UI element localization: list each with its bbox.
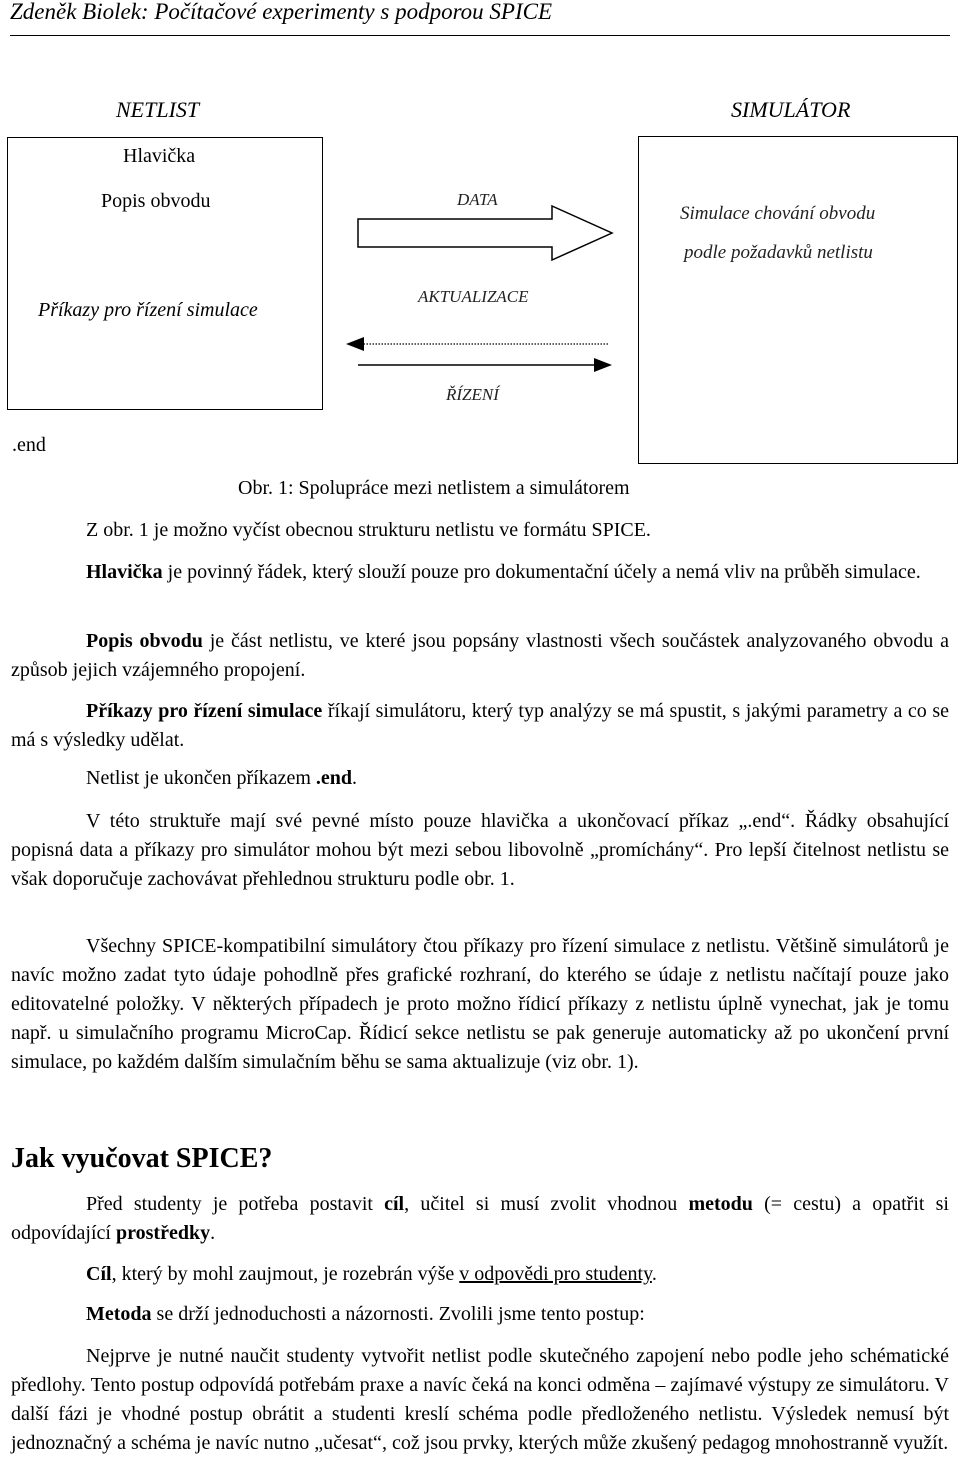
term-goal-2: Cíl (86, 1263, 112, 1285)
paragraph-procedure: Nejprve je nutné naučit studenty vytvořit netlist podle skutečného zapojení nebo podle jeho schématické předlohy. Tento postup odpovídá potřebám praxe a navíc čeká na konci odměna – zajímavé výstupy ze simulátoru. V další fázi je vhodné postup obrátit a studenti kreslí schéma podle předloženého netlistu. Výsledek nemusí být jednoznačný a schéma je navíc nutno „učesat“, což jsou prvky, kterých může zkušený pedagog mnohostranně využít. (11, 1345, 949, 1454)
term-goal: cíl (384, 1193, 405, 1215)
paragraph-commands-text: říkají simulátoru, který typ analýzy se má spustit, s jakými parametry a co se má s výsledky udělat. (11, 700, 949, 751)
term-circuit: Popis obvodu (86, 630, 203, 652)
paragraph-end (86, 764, 949, 793)
data-arrow (358, 206, 612, 260)
paragraph-header-text: je povinný řádek, který slouží pouze pro dokumentační účely a nemá vliv na průběh simulace. (162, 561, 921, 583)
netlist-title: NETLIST (116, 97, 200, 122)
netlist-line-commands: Příkazy pro řízení simulace (38, 299, 258, 321)
p8-text-d: (= cestu) a opatřit si odpovídající (11, 1193, 949, 1244)
p10-text: se drží jednoduchosti a názornosti. Zvolili jsme tento postup: (151, 1303, 645, 1325)
term-method: metodu (688, 1193, 753, 1215)
paragraph-circuit-text: je část netlistu, ve které jsou popsány vlastnosti všech součástek analyzovaného obvodu a způsob jejich vzájemného propojení. (11, 630, 949, 681)
paragraph-simulators: Všechny SPICE-kompatibilní simulátory čtou příkazy pro řízení simulace z netlistu. Většině simulátorů je navíc možno zadat tyto údaje pohodlně přes grafické rozhraní, do kterého se údaje z netlistu načítají pouze jako editovatelné položky. V některých případech je proto možno řídicí příkazy z netlistu úplně vynechat, jak je tomu např. u simulačního programu MicroCap. Řídicí sekce netlistu se pak generuje automaticky až po ukončení první simulace, po každém dalším simulačním běhu se sama aktualizuje (viz obr. 1). (11, 935, 949, 1073)
term-header: Hlavička (86, 561, 163, 583)
students-answer-link[interactable]: v odpovědi pro studenty (459, 1263, 652, 1285)
netlist-line-header: Hlavička (123, 145, 196, 167)
simulator-line-2: podle požadavků netlistu (684, 242, 873, 263)
simulator-title: SIMULÁTOR (731, 97, 851, 122)
paragraph-method (86, 1300, 949, 1329)
arrow-update-label: AKTUALIZACE (418, 287, 529, 306)
p8-text-a: Před studenty je potřeba postavit (86, 1193, 385, 1215)
arrow-control-label: ŘÍZENÍ (446, 385, 499, 404)
paragraph-goal-method (11, 1190, 949, 1248)
paragraph-order: V této struktuře mají své pevné místo pouze hlavička a ukončovací příkaz „.end“. Řádky obsahující popisná data a příkazy pro simulátor mohou být mezi sebou libovolně „promíchány“. Pro lepší čitelnost netlistu se však doporučuje zachovávat přehlednou strukturu podle obr. 1. (11, 810, 949, 890)
control-arrow-head (594, 358, 612, 372)
term-method-2: Metoda (86, 1303, 152, 1325)
diagram-arrows (0, 0, 960, 470)
term-commands: Příkazy pro řízení simulace (86, 700, 323, 722)
section-heading: Jak vyučovat SPICE? (11, 1143, 273, 1174)
simulator-line-1: Simulace chování obvodu (680, 203, 876, 224)
p9-end: . (651, 1263, 657, 1285)
arrow-data-label: DATA (457, 190, 498, 209)
p8-text-e: . (210, 1222, 216, 1244)
update-arrow-head (346, 337, 364, 351)
term-means: prostředky (115, 1222, 211, 1244)
paragraph-commands (11, 697, 949, 755)
p8-text-c: , učitel si musí zvolit vhodnou (404, 1193, 689, 1215)
netlist-line-circuit: Popis obvodu (101, 190, 211, 212)
paragraph-end-dot: . (352, 767, 358, 789)
paragraph-end-text: Netlist je ukončen příkazem (86, 767, 316, 789)
netlist-line-end: .end (12, 434, 46, 456)
term-end: .end (315, 767, 353, 789)
paragraph-structure: Z obr. 1 je možno vyčíst obecnou strukturu netlistu ve formátu SPICE. (86, 519, 651, 541)
figure-caption: Obr. 1: Spolupráce mezi netlistem a simulátorem (238, 477, 630, 499)
paragraph-circuit (11, 627, 949, 685)
p9-text: , který by mohl zaujmout, je rozebrán výše (111, 1263, 460, 1285)
page-header-title: Zdeněk Biolek: Počítačové experimenty s podporou SPICE (10, 0, 553, 24)
paragraph-goal (86, 1260, 949, 1289)
paragraph-header (11, 558, 949, 587)
